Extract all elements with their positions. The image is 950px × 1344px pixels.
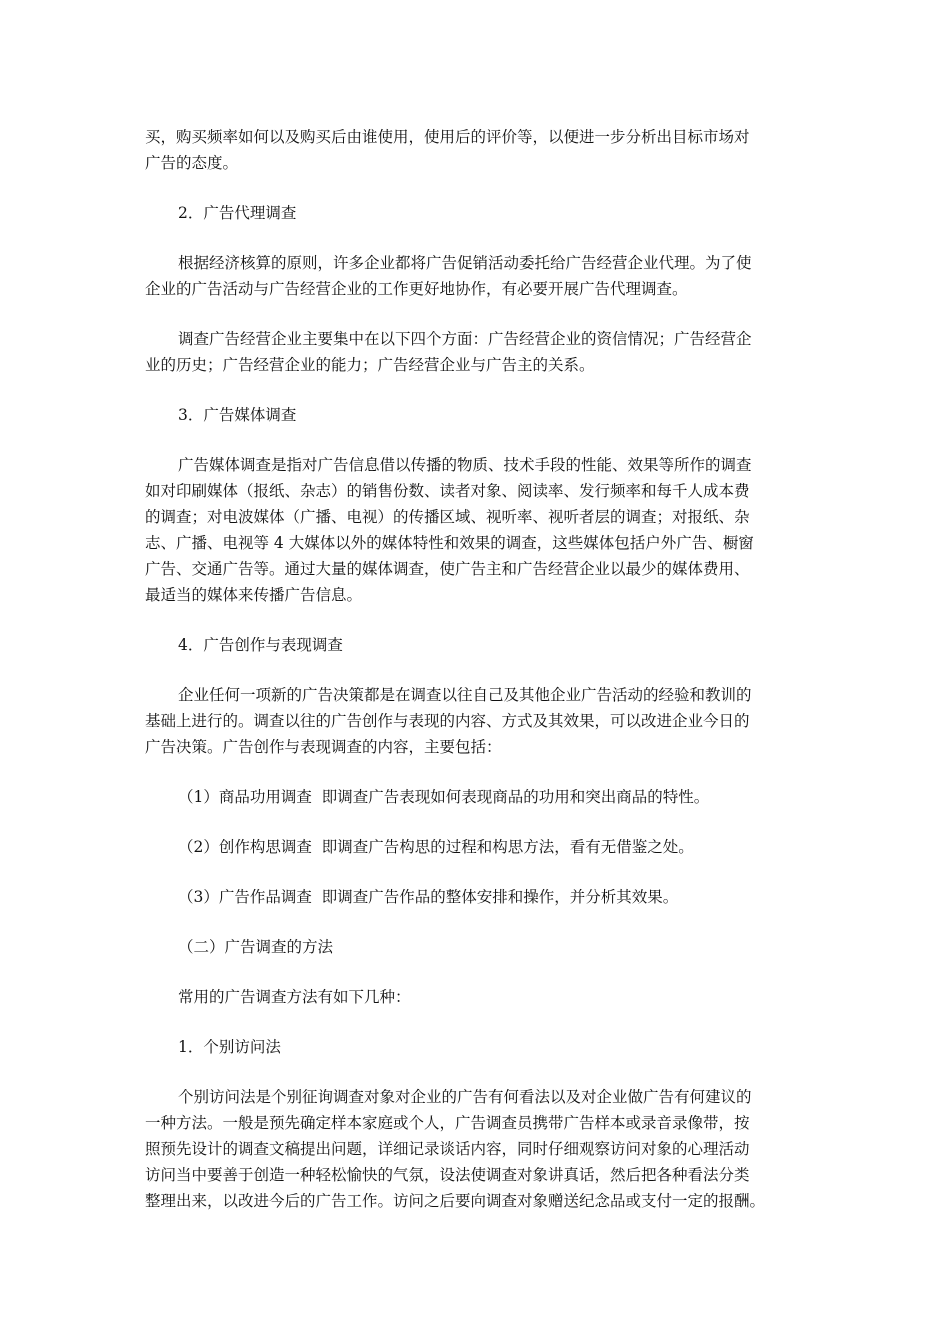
list-item-artwork: （3）广告作品调查 即调查广告作品的整体安排和操作，并分析其效果。 [178, 888, 679, 906]
agency-paragraph-2 [145, 326, 809, 378]
agency-paragraph-1 [145, 250, 809, 302]
text-line: 广告决策。广告创作与表现调查的内容，主要包括： [145, 738, 502, 756]
text-line: 企业的广告活动与广告经营企业的工作更好地协作，有必要开展广告代理调查。 [145, 280, 688, 298]
section-heading-media: 3．广告媒体调查 [178, 406, 297, 424]
text-line: 广告、交通广告等。通过大量的媒体调查，使广告主和广告经营企业以最少的媒体费用、 [145, 560, 750, 578]
list-item-concept: （2）创作构思调查 即调查广告构思的过程和构思方法，看有无借鉴之处。 [178, 838, 694, 856]
methods-intro-text: 常用的广告调查方法有如下几种： [178, 988, 411, 1006]
media-paragraph [145, 452, 809, 608]
text-line: 整理出来，以改进今后的广告工作。访问之后要向调查对象赠送纪念品或支付一定的报酬。 [145, 1192, 766, 1210]
text-line: 访问当中要善于创造一种轻松愉快的气氛，设法使调查对象讲真话，然后把各种看法分类 [145, 1166, 750, 1184]
section-heading-agency: 2．广告代理调查 [178, 204, 297, 222]
text-line: 广告的态度。 [145, 154, 239, 172]
text-line: 广告媒体调查是指对广告信息借以传播的物质、技术手段的性能、效果等所作的调查 [178, 456, 752, 474]
text-line: 志、广播、电视等 4 大媒体以外的媒体特性和效果的调查，这些媒体包括户外广告、橱窗 [145, 534, 754, 552]
section-heading-methods: （二）广告调查的方法 [178, 938, 334, 956]
text-line: 调查广告经营企业主要集中在以下四个方面：广告经营企业的资信情况；广告经营企 [178, 330, 752, 348]
text-line: 一种方法。一般是预先确定样本家庭或个人，广告调查员携带广告样本或录音录像带，按 [145, 1114, 750, 1132]
text-line: 个别访问法是个别征询调查对象对企业的广告有何看法以及对企业做广告有何建议的 [178, 1088, 752, 1106]
intro-paragraph [145, 124, 809, 176]
text-line: 照预先设计的调查文稿提出问题，详细记录谈话内容，同时仔细观察访问对象的心理活动 [145, 1140, 750, 1158]
document-page [145, 124, 809, 1238]
text-line: 如对印刷媒体（报纸、杂志）的销售份数、读者对象、阅读率、发行频率和每千人成本费 [145, 482, 750, 500]
text-line: 最适当的媒体来传播广告信息。 [145, 586, 363, 604]
text-line: 基础上进行的。调查以往的广告创作与表现的内容、方式及其效果，可以改进企业今日的 [145, 712, 750, 730]
text-line: 的调查；对电波媒体（广播、电视）的传播区域、视听率、视听者层的调查；对报纸、杂 [145, 508, 750, 526]
text-line: 企业任何一项新的广告决策都是在调查以往自己及其他企业广告活动的经验和教训的 [178, 686, 752, 704]
text-line: 业的历史；广告经营企业的能力；广告经营企业与广告主的关系。 [145, 356, 595, 374]
text-line: 根据经济核算的原则，许多企业都将广告促销活动委托给广告经营企业代理。为了使 [178, 254, 752, 272]
section-heading-creative: 4．广告创作与表现调查 [178, 636, 343, 654]
section-heading-interview: 1．个别访问法 [178, 1038, 281, 1056]
text-line: 买，购买频率如何以及购买后由谁使用，使用后的评价等，以便进一步分析出目标市场对 [145, 128, 750, 146]
interview-paragraph [145, 1084, 809, 1214]
list-item-function: （1）商品功用调查 即调查广告表现如何表现商品的功用和突出商品的特性。 [178, 788, 710, 806]
creative-paragraph [145, 682, 809, 760]
